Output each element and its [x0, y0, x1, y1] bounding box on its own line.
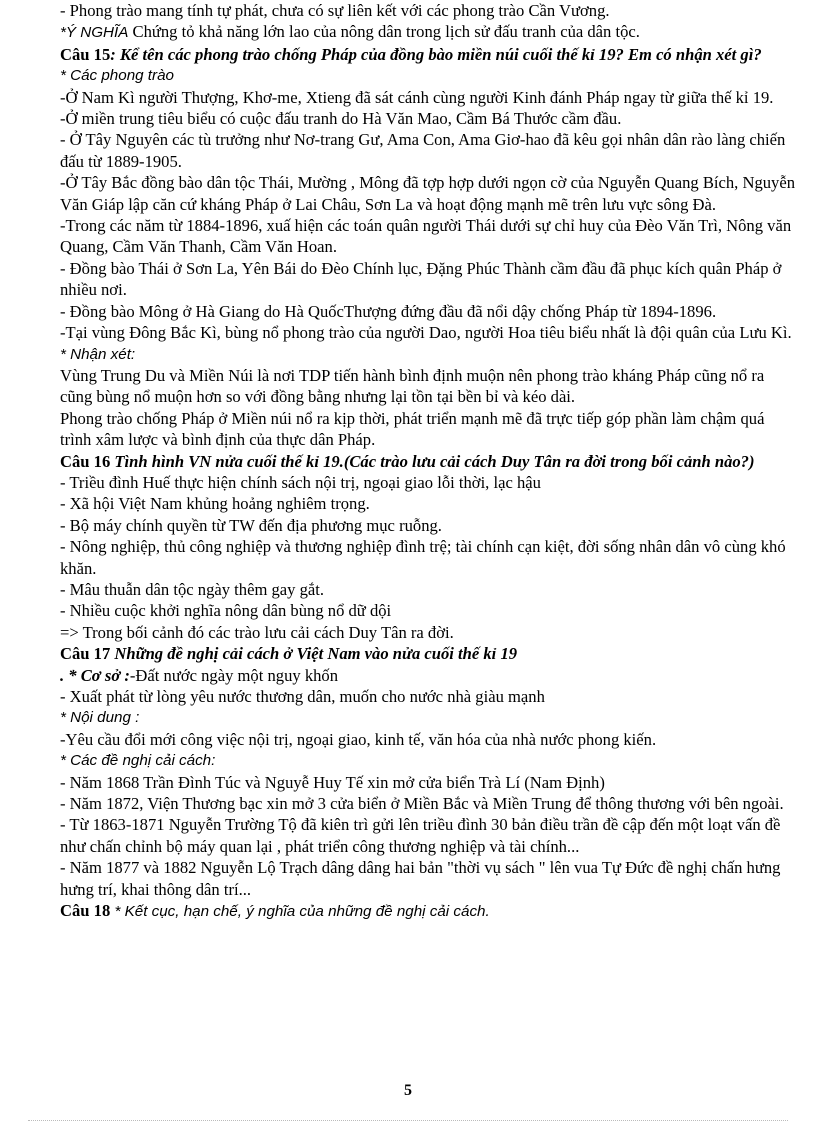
basis-line	[60, 665, 795, 686]
list-item: - Đồng bào Thái ở Sơn La, Yên Bái do Đèo Chính lục, Đặng Phúc Thành cầm đầu đã phục kích quân Pháp ở nhiều nơi.	[60, 258, 782, 300]
list-item: - Năm 1872, Viện Thương bạc xin mở 3 cửa biển ở Miền Bắc và Miền Trung để thông thương với bên ngoài.	[60, 794, 784, 814]
proposals-label: * Các đề nghị cải cách:	[60, 752, 216, 770]
question-15-heading	[60, 44, 795, 65]
remark-paragraph: Vùng Trung Du và Miền Núi là nơi TDP tiến hành bình định muộn nên phong trào kháng Pháp cũng nổ ra cũng bùng nổ muộn hơn so với đồng bằng nhưng lại tồn tại bền bỉ và kéo dài.	[60, 365, 765, 407]
question-18-label: Câu 18	[60, 901, 111, 921]
list-item: - Xuất phát từ lòng yêu nước thương dân, muốn cho nước nhà giàu mạnh	[60, 687, 545, 706]
question-15-title: : Kể tên các phong trào chống Pháp của đồng bào miền núi cuối thế kỉ 19? Em có nhận xét gì?	[110, 44, 762, 64]
list-item: - Mâu thuẫn dân tộc ngày thêm gay gắt.	[60, 579, 325, 599]
list-item: - Nông nghiệp, thủ công nghiệp và thương nghiệp đình trệ; tài chính cạn kiệt, đời sống nhân dân vô cùng khó khăn.	[60, 537, 786, 578]
question-18-heading	[60, 900, 795, 922]
list-item: - Nhiều cuộc khởi nghĩa nông dân bùng nổ dữ dội	[60, 601, 392, 621]
conclusion-line: => Trong bối cảnh đó các trào lưu cải cách Duy Tân ra đời.	[60, 622, 454, 642]
significance-text: Chứng tỏ khả năng lớn lao của nông dân trong lịch sử đấu tranh của dân tộc.	[128, 22, 640, 42]
question-17-title: Những đề nghị cải cách ở Việt Nam vào nửa cuối thế kỉ 19	[110, 644, 518, 664]
list-item: - Triều đình Huế thực hiện chính sách nội trị, ngoại giao lỗi thời, lạc hậu	[60, 472, 541, 492]
question-17-heading	[60, 643, 795, 664]
basis-label: . * Cơ sở :	[60, 665, 130, 685]
question-16-title: Tình hình VN nửa cuối thế kỉ 19.(Các trào lưu cải cách Duy Tân ra đời trong bối cảnh nào?)	[114, 451, 755, 471]
content-text: -Yêu cầu đổi mới công việc nội trị, ngoại giao, kinh tế, văn hóa của nhà nước phong kiến.	[60, 729, 657, 749]
list-item: -Ở Nam Kì người Thượng, Khơ-me, Xtieng đã sát cánh cùng người Kinh đánh Pháp ngay từ giữa thế kỉ 19.	[60, 87, 774, 107]
remarks-label: * Nhận xét:	[60, 345, 136, 363]
list-item: - Ở Tây Nguyên các tù trưởng như Nơ-trang Gư, Ama Con, Ama Giơ-hao đã kêu gọi nhân dân rào làng chiến đấu từ 1889-1905.	[60, 130, 786, 171]
question-17-label: Câu 17	[60, 644, 111, 664]
page-number: 5	[404, 1082, 412, 1099]
list-item: - Từ 1863-1871 Nguyễn Trường Tộ đã kiên trì gửi lên triều đình 30 bản điều trần đề cập đến một loạt vấn đề như chấn chỉnh bộ máy quan lại , phát triển công thương nghiệp và tài chính...	[60, 815, 781, 856]
remark-paragraph: Phong trào chống Pháp ở Miền núi nổ ra kịp thời, phát triển mạnh mẽ đã trực tiếp góp phần làm chậm quá trình xâm lược và bình định của thực dân Pháp.	[60, 408, 765, 450]
question-15-label: Câu 15	[60, 44, 111, 64]
list-item: - Năm 1868 Trần Đình Túc và Nguyễ Huy Tế xin mở cửa biển Trà Lí (Nam Định)	[60, 772, 605, 792]
list-item: - Xã hội Việt Nam khủng hoảng nghiêm trọng.	[60, 494, 370, 514]
page-divider	[28, 1120, 788, 1121]
significance-label: *Ý NGHĨA	[60, 24, 129, 42]
document-page	[60, 0, 795, 922]
movement-note: - Phong trào mang tính tự phát, chưa có sự liên kết với các phong trào Cần Vương.	[60, 1, 610, 20]
list-item: -Ở miền trung tiêu biểu có cuộc đấu tranh do Hà Văn Mao, Cầm Bá Thước cầm đầu.	[60, 109, 622, 129]
list-item: -Tại vùng Đông Bắc Kì, bùng nổ phong trào của người Dao, người Hoa tiêu biểu nhất là đội quân của Lưu Kì.	[60, 323, 792, 343]
question-18-text: * Kết cục, hạn chế, ý nghĩa của những đề nghị cải cách.	[110, 903, 490, 921]
list-item: - Năm 1877 và 1882 Nguyễn Lộ Trạch dâng dâng hai bản "thời vụ sách " lên vua Tự Đức đề nghị chấn hưng hưng trí, khai thông dân trí...	[60, 858, 781, 899]
question-16-label: Câu 16	[60, 451, 115, 471]
basis-text: -Đất nước ngày một nguy khốn	[129, 665, 339, 685]
significance-line	[60, 21, 795, 43]
content-label: * Nội dung :	[60, 709, 140, 727]
list-item: -Ở Tây Bắc đồng bào dân tộc Thái, Mường , Mông đã tợp hợp dưới ngọn cờ của Nguyễn Quang Bích, Nguyễn Văn Giáp lập căn cứ kháng Pháp ở Lai Châu, Sơn La và hoạt động mạnh mẽ trên lưu vực sông Đà.	[60, 173, 796, 214]
list-item: -Trong các năm từ 1884-1896, xuấ hiện các toán quân người Thái dưới sự chỉ huy của Đèo Văn Trì, Nông văn Quang, Cầm Văn Thanh, Cầm Văn Hoan.	[60, 216, 792, 257]
question-16-heading	[60, 451, 795, 472]
list-item: - Đồng bào Mông ở Hà Giang do Hà QuốcThượng đứng đầu đã nổi dậy chống Pháp từ 1894-1896.	[60, 301, 717, 321]
list-item: - Bộ máy chính quyền từ TW đến địa phương mục ruỗng.	[60, 515, 442, 535]
movements-label: * Các phong trào	[60, 67, 174, 85]
